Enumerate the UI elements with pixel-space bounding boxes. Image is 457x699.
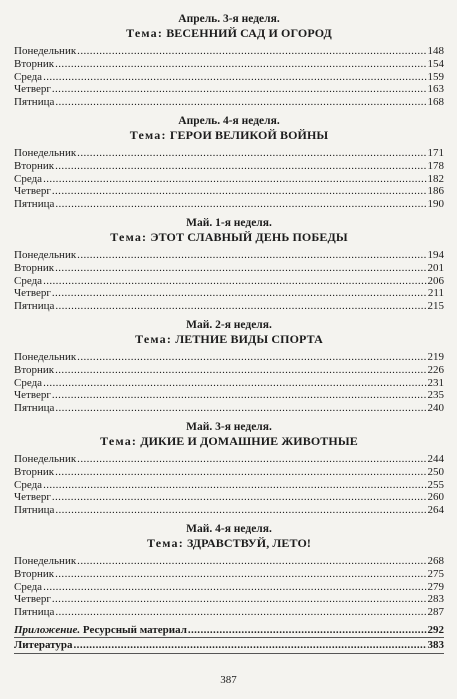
theme-label: Тема: — [135, 331, 173, 346]
dot-leader — [55, 300, 426, 313]
toc-entry[interactable] — [14, 389, 444, 402]
toc-section — [14, 318, 444, 415]
dot-leader — [52, 491, 427, 504]
appendix-page: 292 — [427, 623, 444, 636]
toc-section — [14, 12, 444, 109]
appendix-entry[interactable] — [14, 624, 444, 637]
theme-heading — [14, 26, 444, 40]
entry-page: 190 — [427, 198, 444, 211]
theme-label: Тема: — [129, 127, 167, 142]
entry-page: 275 — [427, 567, 444, 580]
week-heading: Май. 3-я неделя. — [186, 420, 272, 433]
toc-section — [14, 114, 444, 211]
dot-leader — [43, 173, 426, 186]
dot-leader — [43, 581, 426, 594]
literature-page: 383 — [427, 639, 444, 652]
entry-page: 279 — [427, 580, 444, 593]
entry-day: Четверг — [14, 83, 51, 96]
entry-page: 235 — [427, 389, 444, 402]
theme-label: Тема: — [100, 433, 138, 448]
toc-entry[interactable] — [14, 593, 444, 606]
dot-leader — [55, 466, 426, 479]
appendix-label-rest: Ресурсный материал — [80, 623, 187, 636]
toc-entry[interactable] — [14, 58, 444, 71]
table-of-contents — [14, 10, 444, 655]
entry-day: Пятница — [14, 402, 55, 415]
week-heading: Май. 4-я неделя. — [186, 522, 272, 535]
entry-page: 148 — [427, 45, 444, 57]
dot-leader — [43, 71, 426, 84]
theme-heading — [14, 230, 444, 244]
dot-leader — [55, 262, 426, 275]
dot-leader — [55, 96, 426, 109]
entry-day: Четверг — [14, 389, 51, 402]
toc-entry[interactable] — [14, 504, 444, 517]
entry-page: 264 — [427, 504, 444, 517]
theme-label: Тема: — [126, 26, 164, 40]
toc-entry[interactable] — [14, 45, 444, 58]
entry-day: Среда — [14, 478, 43, 491]
entry-day: Четверг — [14, 185, 51, 198]
toc-extra — [14, 624, 444, 654]
entry-page: 194 — [427, 248, 444, 261]
theme-title: ЗДРАВСТВУЙ, ЛЕТО! — [187, 535, 312, 550]
divider — [14, 653, 444, 654]
divider — [14, 637, 444, 638]
entry-day: Понедельник — [14, 554, 77, 567]
entry-page: 182 — [427, 172, 444, 185]
entry-day: Среда — [14, 274, 43, 287]
entry-day: Пятница — [14, 300, 55, 313]
dot-leader — [74, 639, 427, 652]
toc-entry[interactable] — [14, 364, 444, 377]
entry-day: Среда — [14, 70, 43, 83]
entry-page: 206 — [427, 274, 444, 287]
entry-day: Вторник — [14, 465, 55, 478]
entry-page: 171 — [427, 146, 444, 159]
toc-sections — [14, 12, 444, 619]
dot-leader — [52, 185, 427, 198]
theme-title: ГЕРОИ ВЕЛИКОЙ ВОЙНЫ — [169, 127, 329, 142]
theme-heading — [14, 128, 444, 142]
entry-day: Среда — [14, 580, 43, 593]
toc-entry[interactable] — [14, 275, 444, 288]
entry-page: 201 — [427, 261, 444, 274]
theme-heading — [14, 332, 444, 346]
theme-title: ДИКИЕ И ДОМАШНИЕ ЖИВОТНЫЕ — [140, 433, 358, 448]
entry-day: Вторник — [14, 567, 55, 580]
toc-entry[interactable] — [14, 479, 444, 492]
toc-entry[interactable] — [14, 160, 444, 173]
entry-day: Понедельник — [14, 350, 77, 363]
entry-day: Вторник — [14, 261, 55, 274]
entry-day: Четверг — [14, 287, 51, 300]
entry-day: Вторник — [14, 57, 55, 70]
entry-page: 240 — [427, 402, 444, 415]
entry-page: 211 — [427, 287, 444, 300]
dot-leader — [52, 593, 427, 606]
entry-page: 186 — [427, 185, 444, 198]
week-heading: Апрель. 4-я неделя. — [178, 114, 280, 127]
dot-leader — [43, 479, 426, 492]
toc-entry[interactable] — [14, 249, 444, 262]
toc-entry[interactable] — [14, 491, 444, 504]
week-heading: Апрель. 3-я неделя. — [178, 13, 280, 25]
dot-leader — [55, 568, 426, 581]
toc-entry[interactable] — [14, 555, 444, 568]
entry-page: 226 — [427, 363, 444, 376]
dot-leader — [43, 377, 426, 390]
dot-leader — [55, 58, 426, 71]
toc-entry[interactable] — [14, 402, 444, 415]
entry-page: 287 — [427, 606, 444, 619]
theme-title: ВЕСЕННИЙ САД И ОГОРОД — [166, 26, 332, 40]
appendix-label-italic: Приложение. — [14, 623, 81, 636]
dot-leader — [52, 287, 427, 300]
week-heading: Май. 1-я неделя. — [186, 216, 272, 229]
entry-day: Вторник — [14, 363, 55, 376]
entry-page: 159 — [427, 70, 444, 83]
theme-title: ЛЕТНИЕ ВИДЫ СПОРТА — [175, 331, 323, 346]
theme-label: Тема: — [110, 229, 148, 244]
entry-day: Вторник — [14, 159, 55, 172]
entry-page: 215 — [427, 300, 444, 313]
toc-section — [14, 216, 444, 313]
toc-entry[interactable] — [14, 351, 444, 364]
entry-day: Пятница — [14, 606, 55, 619]
entry-day: Пятница — [14, 504, 55, 517]
theme-heading — [14, 434, 444, 448]
dot-leader — [188, 624, 427, 637]
toc-entry[interactable] — [14, 466, 444, 479]
entry-day: Понедельник — [14, 452, 77, 465]
dot-leader — [55, 364, 426, 377]
dot-leader — [52, 389, 427, 402]
entry-page: 178 — [427, 159, 444, 172]
dot-leader — [77, 555, 426, 568]
entry-day: Четверг — [14, 593, 51, 606]
entry-page: 268 — [427, 554, 444, 567]
dot-leader — [55, 606, 426, 619]
toc-entry[interactable] — [14, 262, 444, 275]
toc-entry[interactable] — [14, 581, 444, 594]
week-heading: Май. 2-я неделя. — [186, 318, 272, 331]
dot-leader — [77, 453, 426, 466]
entry-page: 244 — [427, 452, 444, 465]
toc-entry[interactable] — [14, 606, 444, 619]
toc-entry[interactable] — [14, 185, 444, 198]
dot-leader — [55, 198, 426, 211]
dot-leader — [77, 351, 426, 364]
entry-page: 250 — [427, 465, 444, 478]
toc-entry[interactable] — [14, 147, 444, 160]
entry-day: Среда — [14, 376, 43, 389]
entry-page: 260 — [427, 491, 444, 504]
toc-entry[interactable] — [14, 287, 444, 300]
dot-leader — [77, 45, 426, 58]
toc-entry[interactable] — [14, 300, 444, 313]
dot-leader — [55, 402, 426, 415]
entry-page: 283 — [427, 593, 444, 606]
toc-entry[interactable] — [14, 568, 444, 581]
entry-page: 168 — [427, 96, 444, 109]
entry-day: Понедельник — [14, 146, 77, 159]
literature-label: Литература — [14, 639, 73, 652]
entry-day: Понедельник — [14, 45, 77, 57]
theme-title: ЭТОТ СЛАВНЫЙ ДЕНЬ ПОБЕДЫ — [150, 229, 348, 244]
toc-entry[interactable] — [14, 83, 444, 96]
entry-day: Четверг — [14, 491, 51, 504]
entry-day: Пятница — [14, 96, 55, 109]
appendix-label — [14, 624, 187, 637]
toc-entry[interactable] — [14, 453, 444, 466]
toc-entry[interactable] — [14, 198, 444, 211]
dot-leader — [55, 504, 426, 517]
theme-heading — [14, 536, 444, 550]
toc-entry[interactable] — [14, 377, 444, 390]
page-number: 387 — [220, 674, 237, 686]
dot-leader — [77, 147, 426, 160]
entry-day: Среда — [14, 172, 43, 185]
theme-label: Тема: — [146, 535, 184, 550]
toc-entry[interactable] — [14, 96, 444, 109]
entry-day: Понедельник — [14, 248, 77, 261]
entry-page: 255 — [427, 478, 444, 491]
entry-day: Пятница — [14, 198, 55, 211]
entry-page: 219 — [427, 350, 444, 363]
literature-entry[interactable] — [14, 639, 444, 652]
entry-page: 231 — [427, 376, 444, 389]
toc-section — [14, 522, 444, 619]
dot-leader — [55, 160, 426, 173]
entry-page: 154 — [427, 57, 444, 70]
dot-leader — [77, 249, 426, 262]
toc-section — [14, 420, 444, 517]
toc-entry[interactable] — [14, 173, 444, 186]
dot-leader — [52, 83, 427, 96]
entry-page: 163 — [427, 83, 444, 96]
toc-entry[interactable] — [14, 71, 444, 84]
dot-leader — [43, 275, 426, 288]
